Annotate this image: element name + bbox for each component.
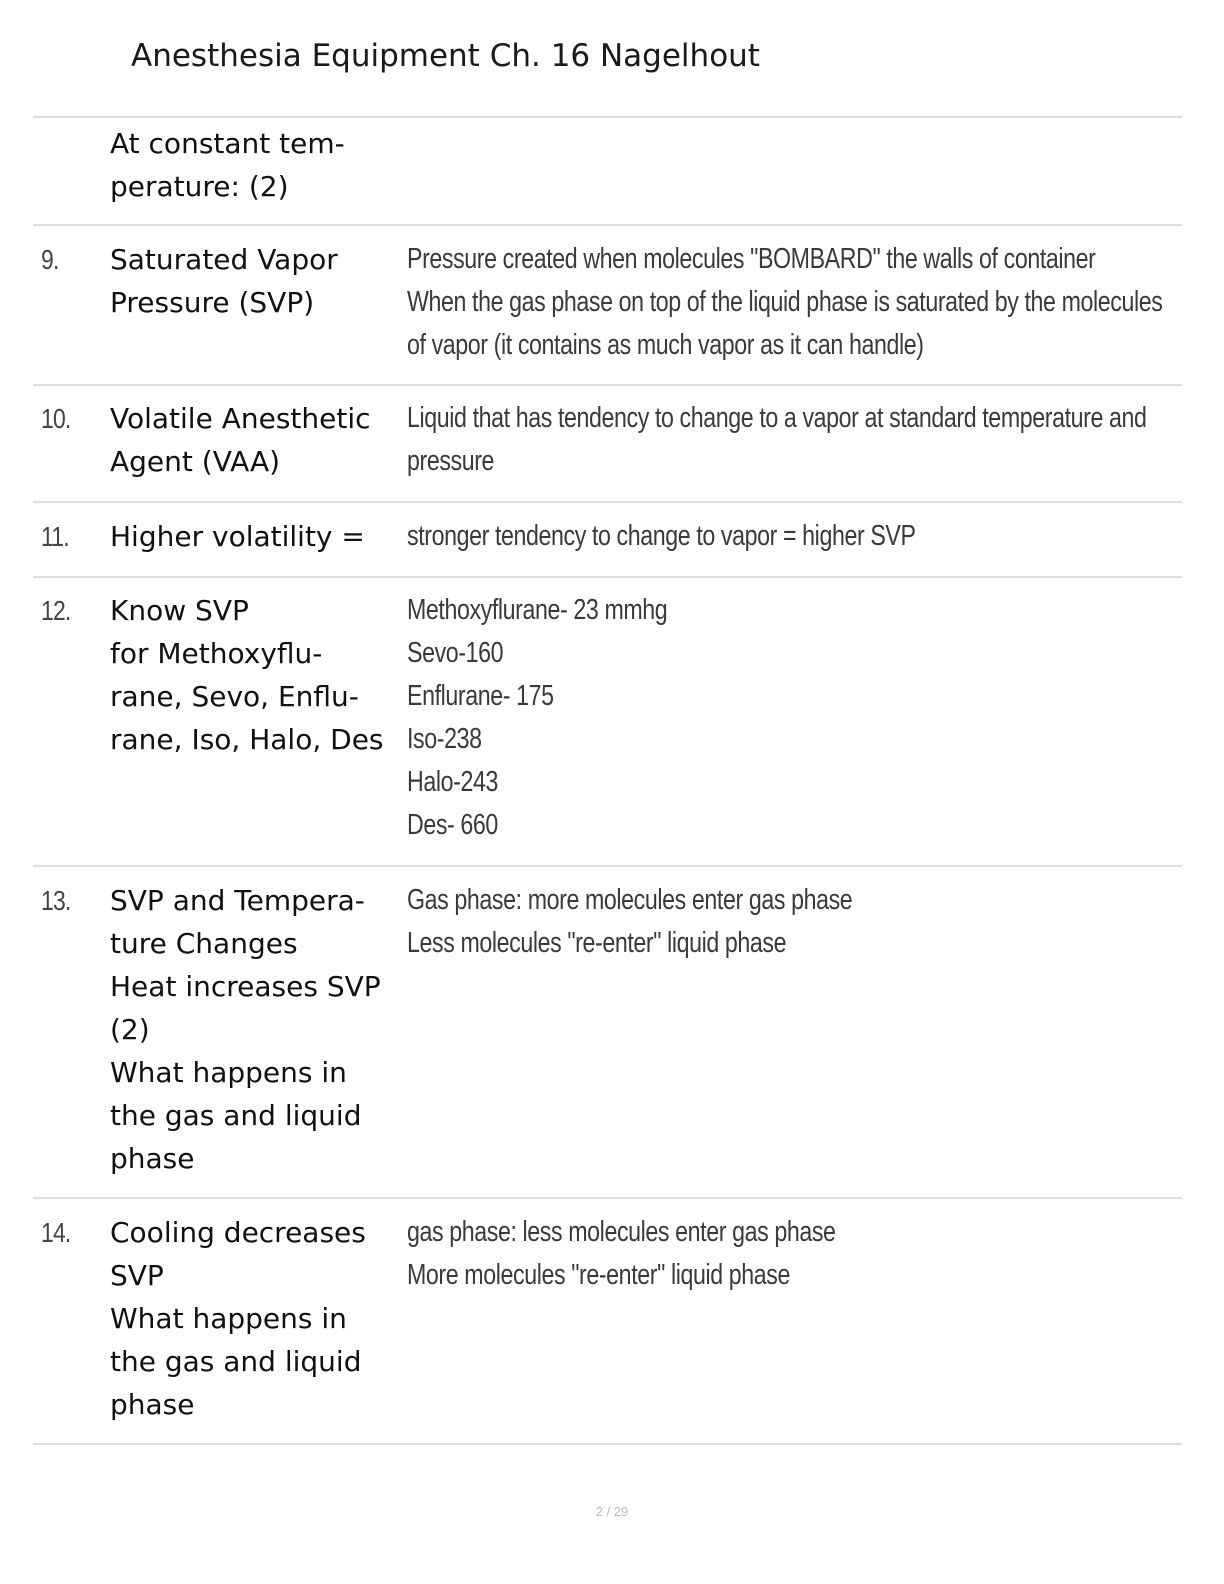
flashcard — [33, 116, 1182, 224]
term-line: perature: (2) — [110, 170, 289, 203]
term-line: the gas and liquid — [110, 1099, 362, 1132]
flashcard-list — [33, 116, 1182, 1445]
term-line: rane, Sevo, Enflu- — [110, 680, 359, 713]
flashcard — [33, 501, 1182, 576]
term-line: phase — [110, 1142, 195, 1175]
term-line: At constant tem- — [110, 127, 345, 160]
card-term — [110, 122, 402, 208]
flashcard — [33, 576, 1182, 865]
card-number: 11. — [41, 521, 69, 552]
term-line: Higher volatility = — [110, 520, 365, 553]
definition-line: stronger tendency to change to vapor = higher SVP — [407, 520, 916, 552]
term-line: SVP and Tempera- — [110, 884, 365, 917]
card-definition — [407, 879, 1187, 965]
card-definition — [407, 515, 1187, 558]
flashcard — [33, 224, 1182, 384]
term-line: phase — [110, 1388, 195, 1421]
term-line: (2) — [110, 1013, 150, 1046]
definition-line: Sevo-160 — [407, 637, 504, 669]
card-number: 14. — [41, 1217, 71, 1248]
term-line: for Methoxyflu- — [110, 637, 323, 670]
definition-line: More molecules "re-enter" liquid phase — [407, 1259, 790, 1291]
card-number: 9. — [41, 244, 59, 275]
card-term — [110, 879, 402, 1180]
term-line: ture Changes — [110, 927, 298, 960]
definition-line: When the gas phase on top of the liquid phase is saturated by the molecules — [407, 286, 1163, 318]
card-definition — [407, 1211, 1187, 1297]
card-definition — [407, 238, 1187, 367]
term-line: SVP — [110, 1259, 164, 1292]
term-line: Agent (VAA) — [110, 445, 281, 478]
term-line: Know SVP — [110, 594, 249, 627]
term-line: Pressure (SVP) — [110, 286, 315, 319]
definition-line: Gas phase: more molecules enter gas phase — [407, 884, 853, 916]
card-number: 13. — [41, 885, 71, 916]
card-definition — [407, 589, 1187, 847]
flashcard — [33, 1197, 1182, 1445]
card-term — [110, 238, 402, 324]
flashcard — [33, 384, 1182, 501]
card-term — [110, 397, 402, 483]
card-definition — [407, 397, 1187, 483]
definition-line: Iso-238 — [407, 723, 482, 755]
card-number: 10. — [41, 403, 71, 434]
term-line: Heat increases SVP — [110, 970, 381, 1003]
page-indicator: 2 / 29 — [595, 1504, 629, 1519]
definition-line: Methoxyflurane- 23 mmhg — [407, 594, 668, 626]
card-term — [110, 589, 402, 761]
term-line: Saturated Vapor — [110, 243, 338, 276]
term-line: Cooling decreases — [110, 1216, 366, 1249]
term-line: rane, Iso, Halo, Des — [110, 723, 384, 756]
card-number: 12. — [41, 595, 71, 626]
card-term — [110, 1211, 402, 1426]
definition-line: gas phase: less molecules enter gas phase — [407, 1216, 836, 1248]
definition-line: pressure — [407, 445, 495, 477]
definition-line: Liquid that has tendency to change to a vapor at standard temperature and — [407, 402, 1147, 434]
definition-line: Halo-243 — [407, 766, 498, 798]
definition-line: Des- 660 — [407, 809, 498, 841]
definition-line: of vapor (it contains as much vapor as it can handle) — [407, 329, 924, 361]
document-title: Anesthesia Equipment Ch. 16 Nagelhout — [131, 38, 760, 74]
card-term — [110, 515, 402, 558]
definition-line: Pressure created when molecules "BOMBARD" the walls of container — [407, 243, 1096, 275]
definition-line: Less molecules "re-enter" liquid phase — [407, 927, 787, 959]
term-line: the gas and liquid — [110, 1345, 362, 1378]
term-line: What happens in — [110, 1302, 347, 1335]
term-line: Volatile Anesthetic — [110, 402, 371, 435]
term-line: What happens in — [110, 1056, 347, 1089]
flashcard — [33, 865, 1182, 1197]
definition-line: Enflurane- 175 — [407, 680, 554, 712]
